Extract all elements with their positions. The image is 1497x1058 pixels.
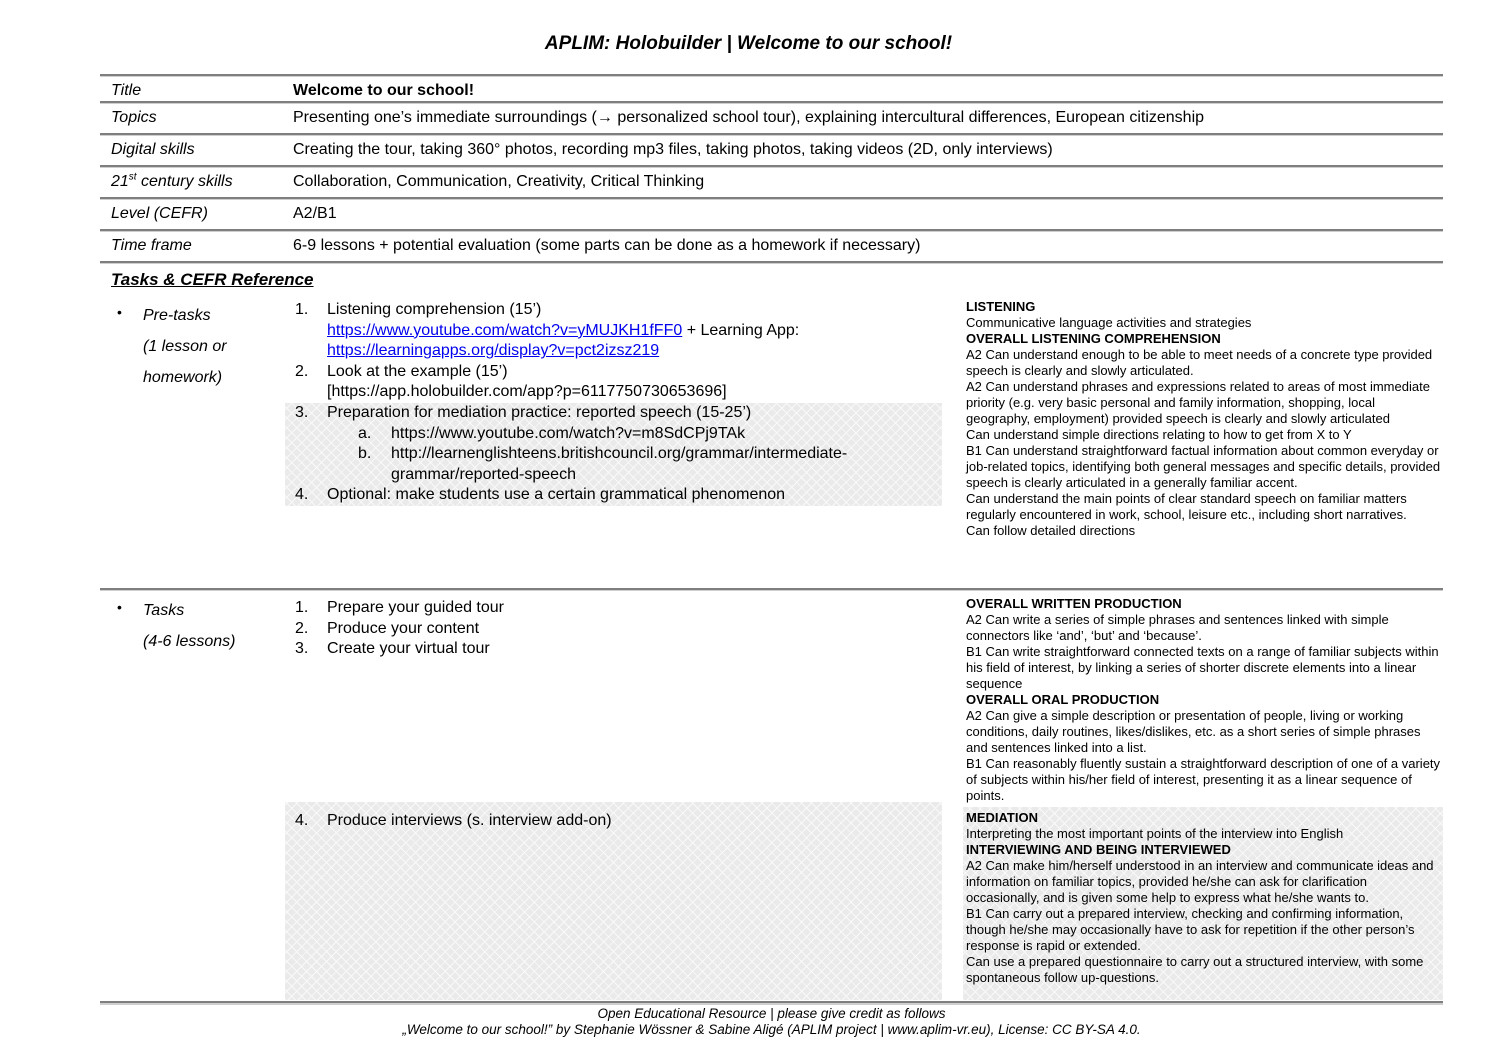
row-label-21st-century-skills: 21st century skills xyxy=(111,171,233,190)
list-item xyxy=(285,382,945,403)
row-label-level-cefr: Level (CEFR) xyxy=(111,205,208,222)
row-value-topics: Presenting one’s immediate surroundings (→ personalized school tour), explaining intercultural differences, European citizenship xyxy=(293,109,1205,126)
cefr-heading: OVERALL LISTENING COMPREHENSION xyxy=(966,331,1221,346)
cefr-paragraph: Communicative language activities and strategies xyxy=(966,315,1252,330)
youtube-reported-speech-url: https://www.youtube.com/watch?v=m8SdCPj9TAk xyxy=(391,424,746,442)
superscript-st: st xyxy=(128,171,137,183)
section-header-tasks-cefr-reference: Tasks & CEFR Reference xyxy=(111,270,314,289)
cefr-production-reference xyxy=(963,590,1441,1000)
list-item: 3. Preparation for mediation practice: reported speech (15-25’) xyxy=(295,403,752,421)
bullet-icon: • xyxy=(117,304,122,320)
cefr-paragraph: Can use a prepared questionnaire to carry out a structured interview, with some spontaneous follow up-questions. xyxy=(966,954,1424,985)
tasks-row xyxy=(100,588,1443,1000)
row-value-digital-skills: Creating the tour, taking 360° photos, recording mp3 files, taking photos, taking videos (2D, only interviews) xyxy=(293,141,1053,158)
row-value-title: Welcome to our school! xyxy=(293,82,475,99)
highlight-hatch-block-interviews xyxy=(285,802,942,1000)
britishcouncil-url-line2: grammar/reported-speech xyxy=(391,465,576,483)
row-label-time-frame: Time frame xyxy=(111,237,192,254)
table-row-time-frame xyxy=(100,229,1443,261)
cefr-paragraph: B1 Can reasonably fluently sustain a straightforward description of one of a variety of subjects within his/her field of interest, presenting it as a linear sequence of points. xyxy=(966,756,1441,803)
cefr-paragraph: A2 Can make him/herself understood in an interview and communicate ideas and information on familiar topics, provided he/she can ask for clarification occasionally, and is given some help to express what he/she wants to. xyxy=(966,858,1434,905)
pretasks-list xyxy=(285,295,945,588)
list-item: 1. Listening comprehension (15’) xyxy=(295,301,542,318)
learning-app-suffix: + Learning App: xyxy=(682,321,800,339)
list-item xyxy=(285,465,942,486)
cefr-heading: MEDIATION xyxy=(966,810,1038,825)
tasks-label: Tasks (4-6 lessons) xyxy=(143,602,236,650)
section-header-row xyxy=(100,261,1443,295)
footer-license-line2: „Welcome to our school!” by Stephanie Wössner & Sabine Aligé (APLIM project | www.aplim-vr.eu), License: CC BY-SA 4.0. xyxy=(402,1021,1141,1037)
list-item: 4. Optional: make students use a certain grammatical phenomenon xyxy=(295,486,786,504)
learningapps-link[interactable]: https://learningapps.org/display?v=pct2izsz219 xyxy=(327,342,660,360)
list-item: 1. Prepare your guided tour xyxy=(295,599,504,616)
tasks-list xyxy=(285,590,945,1000)
cefr-paragraph: Can understand simple directions relating to how to get from X to Y xyxy=(966,427,1352,442)
holobuilder-example-url: [https://app.holobuilder.com/app?p=6117750730653696] xyxy=(327,383,727,401)
youtube-listening-link[interactable]: https://www.youtube.com/watch?v=yMUJKH1fFF0 xyxy=(327,321,683,339)
pretasks-label: Pre-tasks (1 lesson or homework) xyxy=(143,307,227,386)
row-value-time-frame: 6-9 lessons + potential evaluation (some parts can be done as a homework if necessary) xyxy=(293,237,921,254)
cefr-paragraph: B1 Can carry out a prepared interview, checking and confirming information, though he/she may occasionally have to ask for repetition if the other person’s response is rapid or extended. xyxy=(966,906,1415,953)
cefr-paragraph: A2 Can give a simple description or presentation of people, living or working conditions, daily routines, likes/dislikes, etc. as a short series of simple phrases and sentences linked into a list. xyxy=(966,708,1421,755)
list-item: b. http://learnenglishteens.britishcouncil.org/grammar/intermediate- xyxy=(285,444,942,465)
row-value-21st-century-skills: Collaboration, Communication, Creativity, Critical Thinking xyxy=(293,173,705,190)
cefr-listening-reference xyxy=(963,295,1441,588)
footer xyxy=(100,1006,1443,1037)
cefr-mediation-block xyxy=(963,807,1443,1000)
cefr-paragraph: B1 Can understand straightforward factual information about common everyday or job-related topics, identifying both general messages and specific details, provided speech is clearly articulated in a generally familiar accent. xyxy=(966,443,1441,490)
row-label-digital-skills: Digital skills xyxy=(111,141,195,158)
list-item xyxy=(285,321,945,342)
britishcouncil-url-line1: http://learnenglishteens.britishcouncil.org/grammar/intermediate- xyxy=(391,445,848,463)
table-row-title xyxy=(100,74,1443,101)
highlight-hatch-block-pretasks xyxy=(285,403,942,506)
cefr-production-block xyxy=(963,590,1441,804)
footer-license-line1: Open Educational Resource | please give credit as follows xyxy=(597,1006,946,1021)
cefr-paragraph: Can follow detailed directions xyxy=(966,523,1136,538)
cefr-paragraph: Interpreting the most important points of the interview into English xyxy=(966,826,1344,841)
cefr-paragraph: Can understand the main points of clear standard speech on familiar matters regularly encountered in work, school, leisure etc., including short narratives. xyxy=(966,491,1407,522)
cefr-paragraph: A2 Can understand phrases and expressions related to areas of most immediate priority (e.g. very basic personal and family information, shopping, local geography, employment) provided speech is clearly and slowly articulated xyxy=(966,379,1430,426)
page-title: APLIM: Holobuilder | Welcome to our school! xyxy=(544,33,953,54)
cefr-heading: INTERVIEWING AND BEING INTERVIEWED xyxy=(966,842,1231,857)
list-item: 2. Look at the example (15’) xyxy=(295,362,508,380)
table-row-level-cefr xyxy=(100,197,1443,229)
cefr-heading: OVERALL WRITTEN PRODUCTION xyxy=(966,596,1182,611)
cefr-paragraph: A2 Can understand enough to be able to meet needs of a concrete type provided speech is clearly and slowly articulated. xyxy=(966,347,1433,378)
row-label-topics: Topics xyxy=(111,109,157,126)
list-item: a. https://www.youtube.com/watch?v=m8SdCPj9TAk xyxy=(285,424,942,445)
cefr-paragraph: A2 Can write a series of simple phrases and sentences linked with simple connectors like ‘and’, ‘but’ and ‘because’. xyxy=(966,612,1389,643)
table-row-topics xyxy=(100,101,1443,133)
lesson-plan-table xyxy=(100,74,1443,1003)
cefr-heading: LISTENING xyxy=(966,299,1036,314)
pretasks-label-column xyxy=(100,295,285,588)
row-value-level-cefr: A2/B1 xyxy=(293,205,337,222)
pretasks-row xyxy=(100,295,1443,588)
cefr-paragraph: B1 Can write straightforward connected texts on a range of familiar subjects within his field of interest, by linking a series of shorter discrete elements into a linear sequence xyxy=(966,644,1439,691)
list-item: 2. Produce your content xyxy=(295,619,480,637)
tasks-label-column xyxy=(100,590,285,1000)
table-row-digital-skills xyxy=(100,133,1443,165)
list-item: 3. Create your virtual tour xyxy=(295,640,490,658)
bullet-icon: • xyxy=(117,599,122,615)
cefr-heading: OVERALL ORAL PRODUCTION xyxy=(966,692,1160,707)
row-label-title: Title xyxy=(111,82,142,99)
table-row-21st-century-skills xyxy=(100,165,1443,197)
list-item xyxy=(285,341,945,362)
list-item: 4. Produce interviews (s. interview add-on) xyxy=(295,812,612,829)
